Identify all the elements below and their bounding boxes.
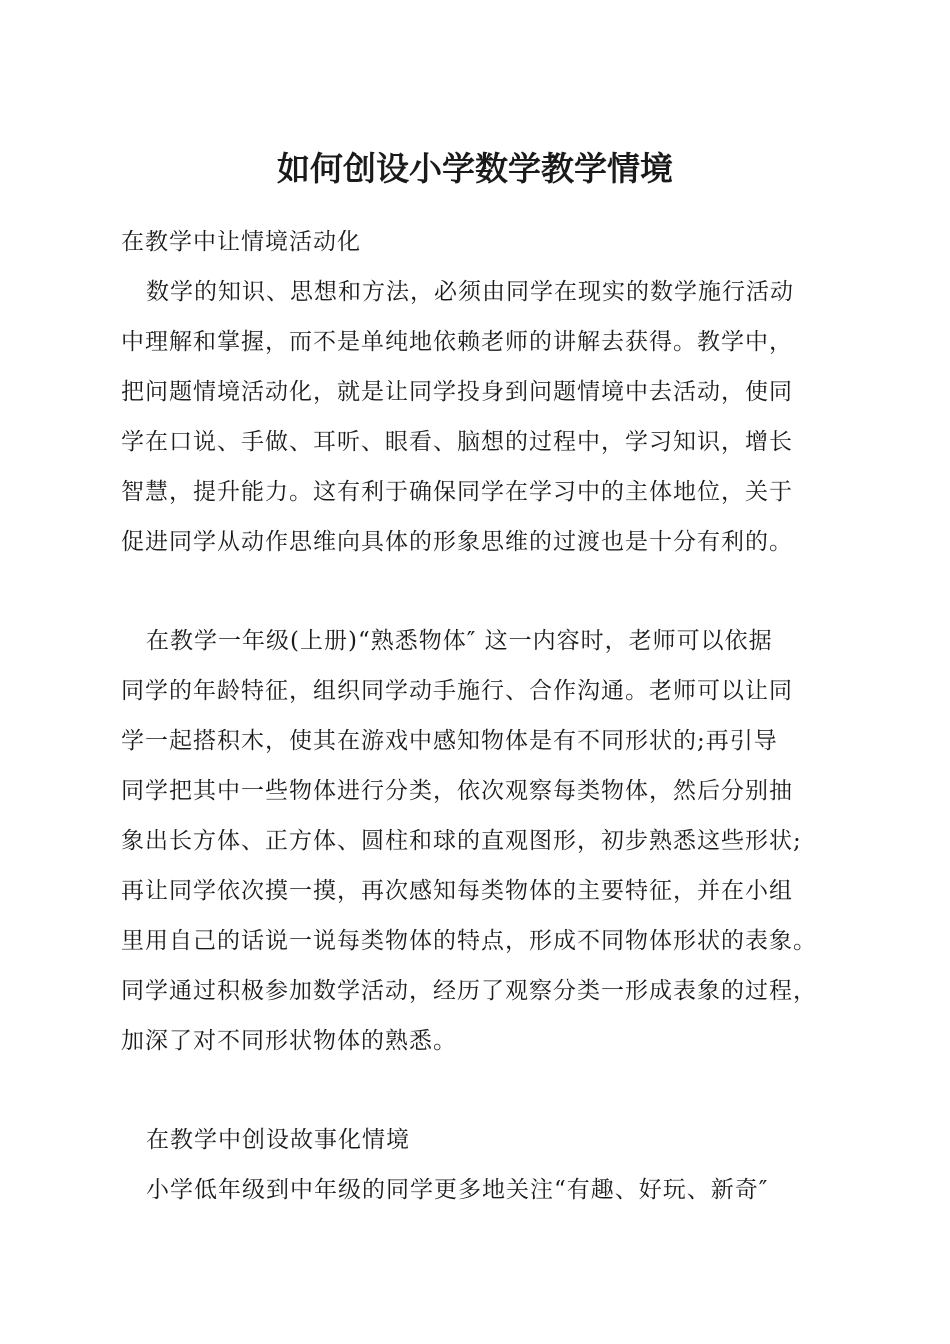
paragraph-line: 智慧，提升能力。这有利于确保同学在学习中的主体地位，关于 — [121, 479, 793, 505]
paragraph-line: 数学的知识、思想和方法，必须由同学在现实的数学施行活动 — [146, 279, 794, 305]
section-heading: 在教学中创设故事化情境 — [146, 1127, 410, 1153]
paragraph-line: 学一起搭积木，使其在游戏中感知物体是有不同形状的;再引导 — [121, 728, 778, 754]
paragraph-line: 再让同学依次摸一摸，再次感知每类物体的主要特征，并在小组 — [121, 878, 793, 904]
paragraph-line: 加深了对不同形状物体的熟悉。 — [121, 1028, 457, 1054]
section-heading: 在教学中让情境活动化 — [121, 229, 361, 255]
paragraph-line: 同学通过积极参加数学活动，经历了观察分类一形成表象的过程， — [121, 978, 817, 1004]
paragraph-line: 把问题情境活动化，就是让同学投身到问题情境中去活动，使同 — [121, 379, 793, 405]
document-title: 如何创设小学数学教学情境 — [277, 149, 673, 188]
paragraph-line: 里用自己的话说一说每类物体的特点，形成不同物体形状的表象。 — [121, 928, 817, 954]
paragraph-line: 学在口说、手做、耳听、眼看、脑想的过程中，学习知识，增长 — [121, 429, 793, 455]
paragraph-line: 中理解和掌握，而不是单纯地依赖老师的讲解去获得。教学中， — [121, 329, 793, 355]
paragraph-line: 小学低年级到中年级的同学更多地关注“有趣、好玩、新奇″ — [146, 1177, 769, 1203]
paragraph-line: 促进同学从动作思维向具体的形象思维的过渡也是十分有利的。 — [121, 529, 793, 555]
paragraph-line: 同学的年龄特征，组织同学动手施行、合作沟通。老师可以让同 — [121, 678, 793, 704]
paragraph-line: 象出长方体、正方体、圆柱和球的直观图形，初步熟悉这些形状; — [121, 828, 802, 854]
paragraph-line: 同学把其中一些物体进行分类，依次观察每类物体，然后分别抽 — [121, 778, 793, 804]
paragraph-line: 在教学一年级(上册)“熟悉物体″ 这一内容时，老师可以依据 — [146, 628, 773, 654]
